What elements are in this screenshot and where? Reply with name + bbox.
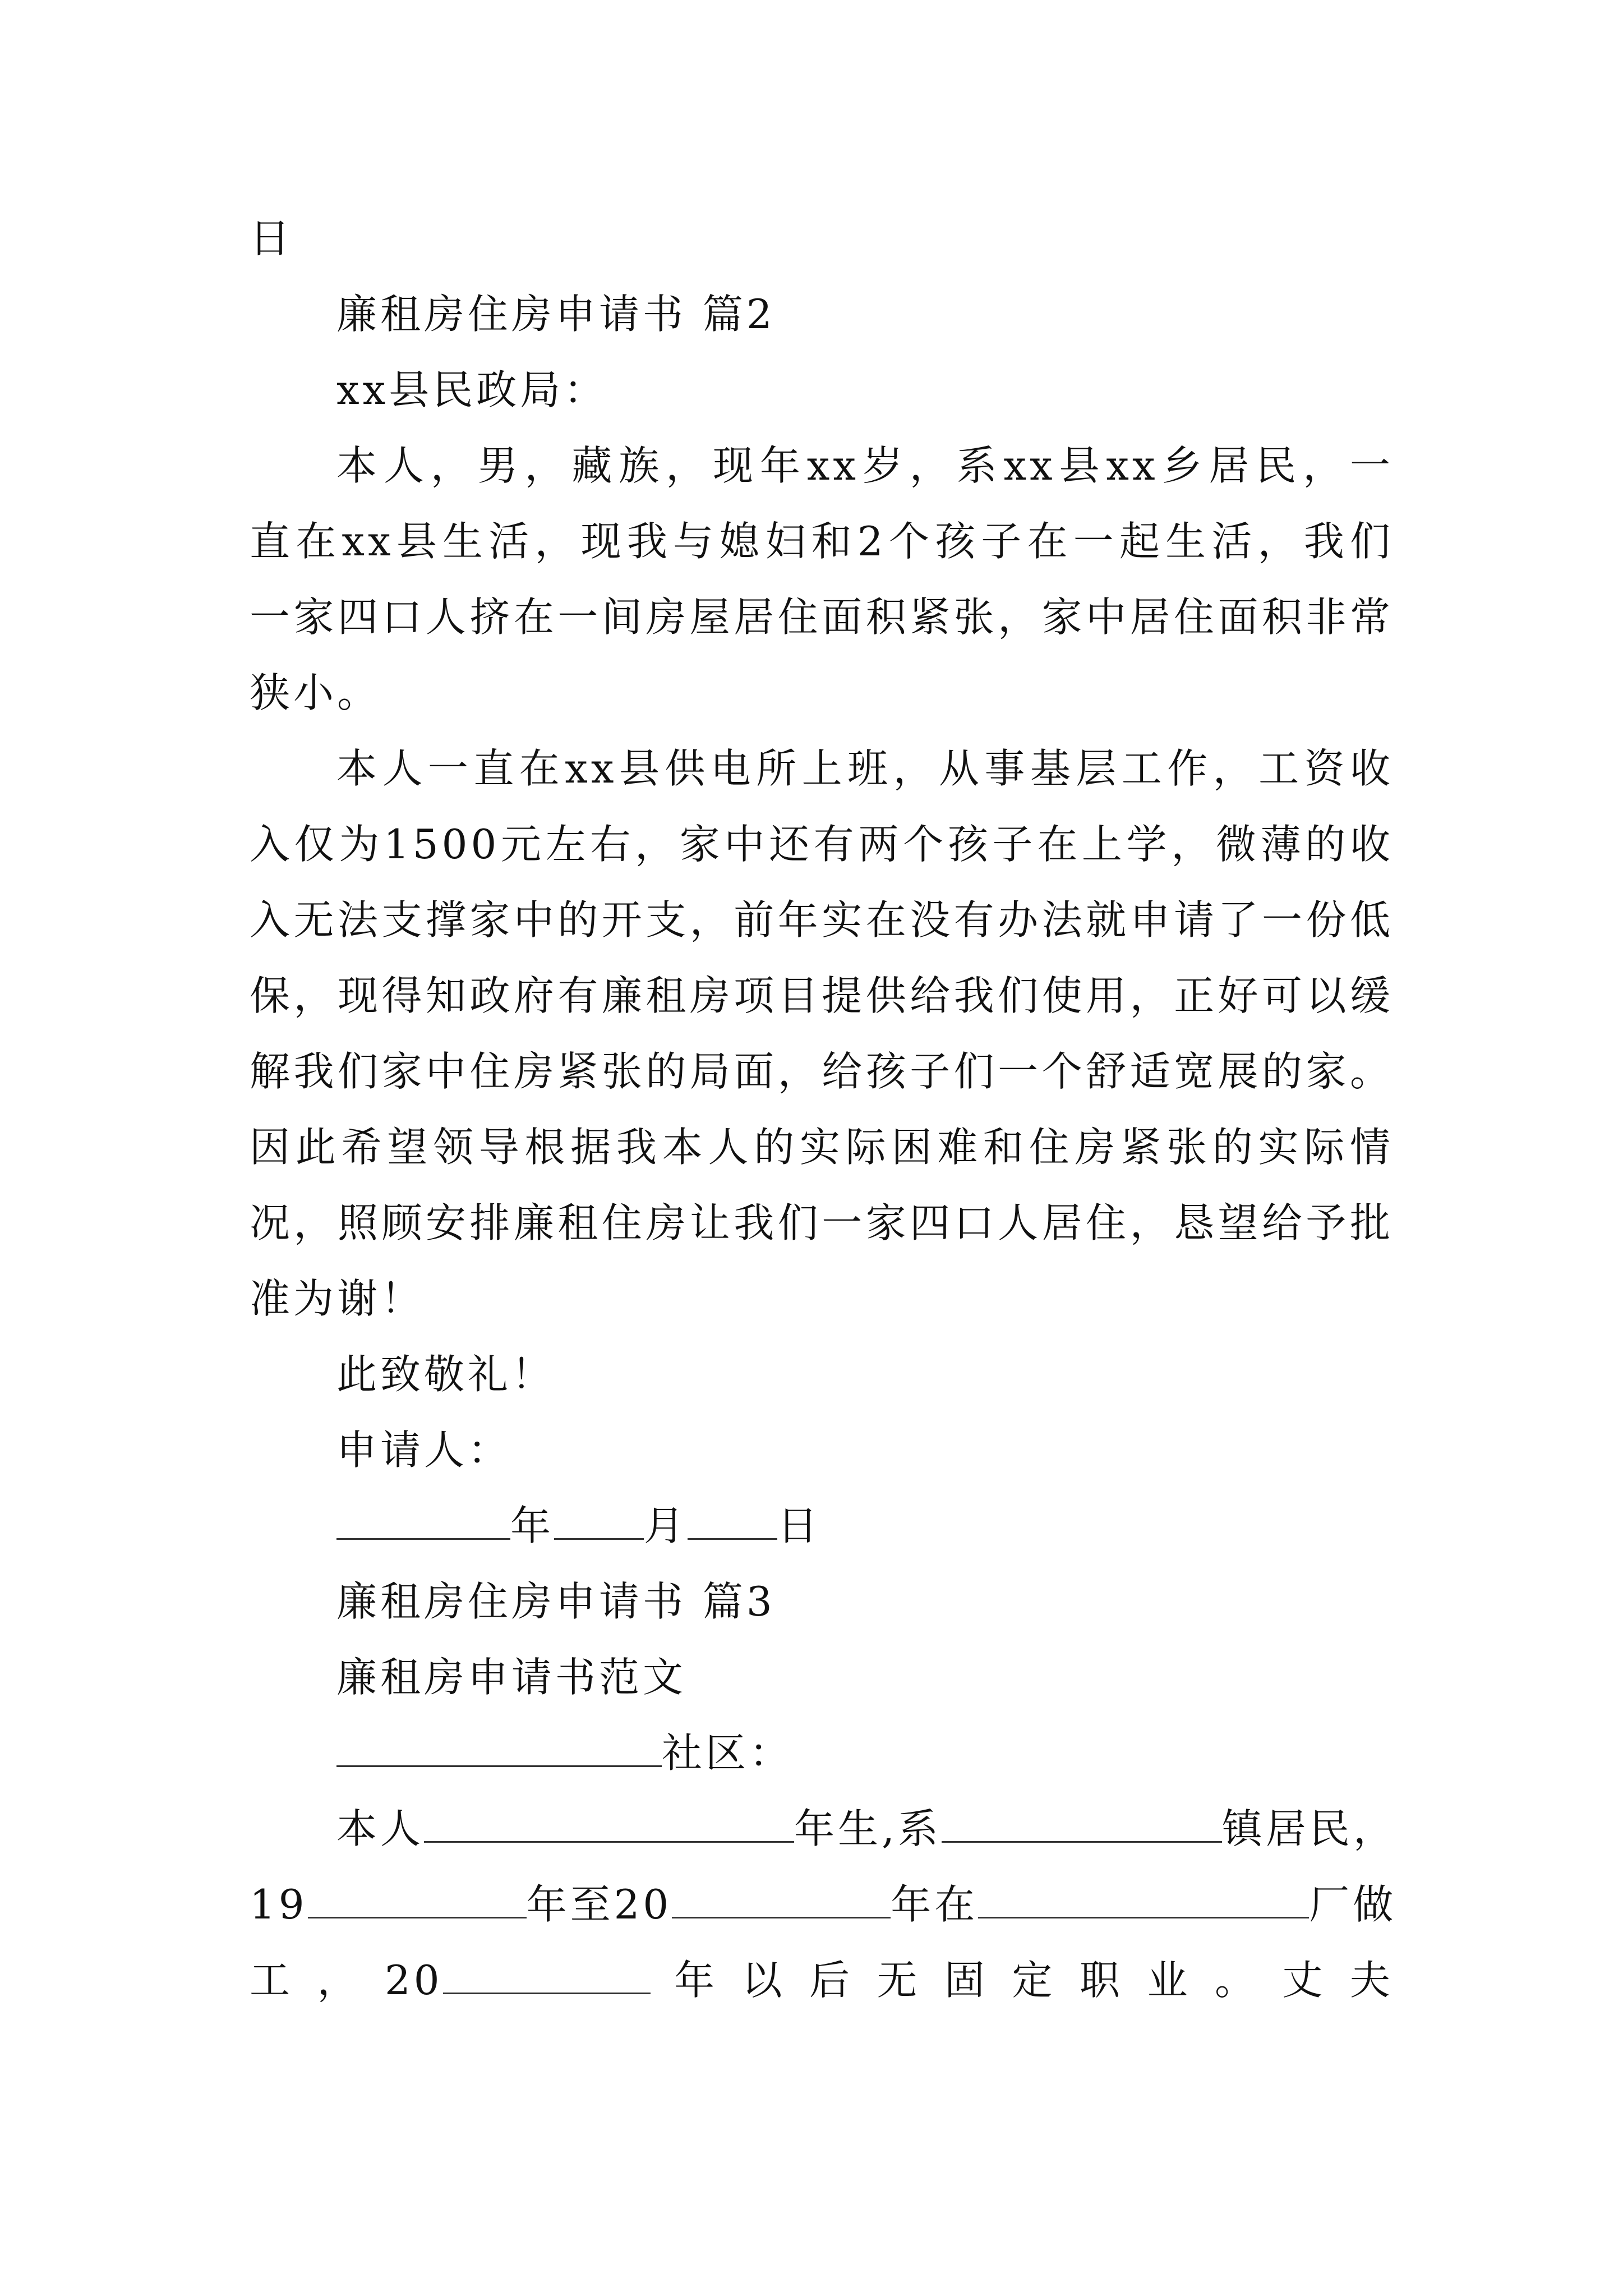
paragraph-1-line-1: 本人，男，藏族，现年xx岁，系xx县xx乡居民，一	[336, 442, 1394, 489]
paragraph-2-line-8: 准为谢！	[250, 1275, 425, 1322]
form-text: 夫	[1349, 1957, 1394, 2004]
form-text: 年	[674, 1957, 718, 2004]
form-text: 镇居民，	[1221, 1805, 1397, 1852]
paragraph-2-line-7: 况，照顾安排廉租住房让我们一家四口人居住，恳望给予批	[250, 1199, 1394, 1246]
paragraph-2-line-6: 因此希望领导根据我本人的实际困难和住房紧张的实际情	[250, 1124, 1394, 1171]
paragraph-2-line-1: 本人一直在xx县供电所上班，从事基层工作，工资收	[336, 745, 1394, 792]
form-text: 年生,系	[794, 1805, 942, 1852]
date-line	[336, 1498, 1394, 1554]
form-text-with-blank	[385, 1952, 651, 2008]
addressee: xx县民政局：	[336, 366, 608, 413]
year-blank	[336, 1499, 510, 1540]
paragraph-1-line-4: 狭小。	[250, 669, 381, 716]
paragraph-1-line-2: 直在xx县生活，现我与媳妇和2个孩子在一起生活，我们	[250, 518, 1394, 565]
town-blank	[942, 1802, 1222, 1843]
form-text: 。	[1214, 1957, 1258, 2004]
form-text: 年在	[891, 1881, 979, 1928]
form-text: 厂做	[1309, 1881, 1397, 1928]
applicant-label: 申请人：	[336, 1427, 512, 1474]
form-text: 业	[1147, 1957, 1191, 2004]
paragraph-1-line-3: 一家四口人挤在一间房屋居住面积紧张，家中居住面积非常	[250, 593, 1394, 641]
paragraph-2-line-3: 入无法支撑家中的开支，前年实在没有办法就申请了一份低	[250, 896, 1394, 944]
community-line	[336, 1725, 1394, 1781]
day-label: 日	[777, 1502, 822, 1549]
start-year-blank	[308, 1878, 527, 1918]
month-label: 月	[644, 1502, 688, 1549]
community-label: 社区：	[662, 1729, 794, 1777]
end-year-blank	[672, 1878, 891, 1918]
form-line-2	[250, 1876, 1397, 1932]
form-text: 19	[250, 1881, 308, 1928]
form-text: 后	[809, 1957, 854, 2004]
form-text: 职	[1079, 1957, 1123, 2004]
form-text: ，	[317, 1957, 361, 2004]
form-text: 定	[1012, 1957, 1056, 2004]
form-text: 丈	[1282, 1957, 1326, 2004]
day-blank	[688, 1499, 777, 1540]
form-text: 无	[877, 1957, 921, 2004]
paragraph-2-line-2: 入仅为1500元左右，家中还有两个孩子在上学，微薄的收	[250, 821, 1394, 868]
text-line-day: 日	[250, 215, 294, 262]
section-heading-2: 廉租房住房申请书 篇2	[336, 291, 776, 338]
paragraph-2-line-5: 解我们家中住房紧张的局面，给孩子们一个舒适宽展的家。	[250, 1048, 1394, 1095]
form-line-3	[250, 1952, 1394, 2008]
form-text: 固	[944, 1957, 989, 2004]
birth-year-blank	[424, 1802, 794, 1843]
subtitle: 廉租房申请书范文	[336, 1654, 687, 1701]
form-text: 20	[384, 1957, 443, 2004]
factory-blank	[978, 1878, 1309, 1918]
section-heading-3: 廉租房住房申请书 篇3	[336, 1578, 776, 1625]
form-line-1	[336, 1801, 1397, 1857]
form-text: 年至20	[526, 1881, 672, 1928]
form-text: 本人	[336, 1805, 425, 1852]
form-text: 工	[250, 1957, 294, 2004]
month-blank	[554, 1499, 644, 1540]
paragraph-2-line-4: 保，现得知政府有廉租房项目提供给我们使用，正好可以缓	[250, 972, 1394, 1019]
after-year-blank	[443, 1953, 651, 1994]
community-blank	[336, 1726, 662, 1767]
year-label: 年	[510, 1502, 555, 1549]
form-text: 以	[741, 1957, 786, 2004]
closing-salutation: 此致敬礼！	[336, 1351, 556, 1398]
